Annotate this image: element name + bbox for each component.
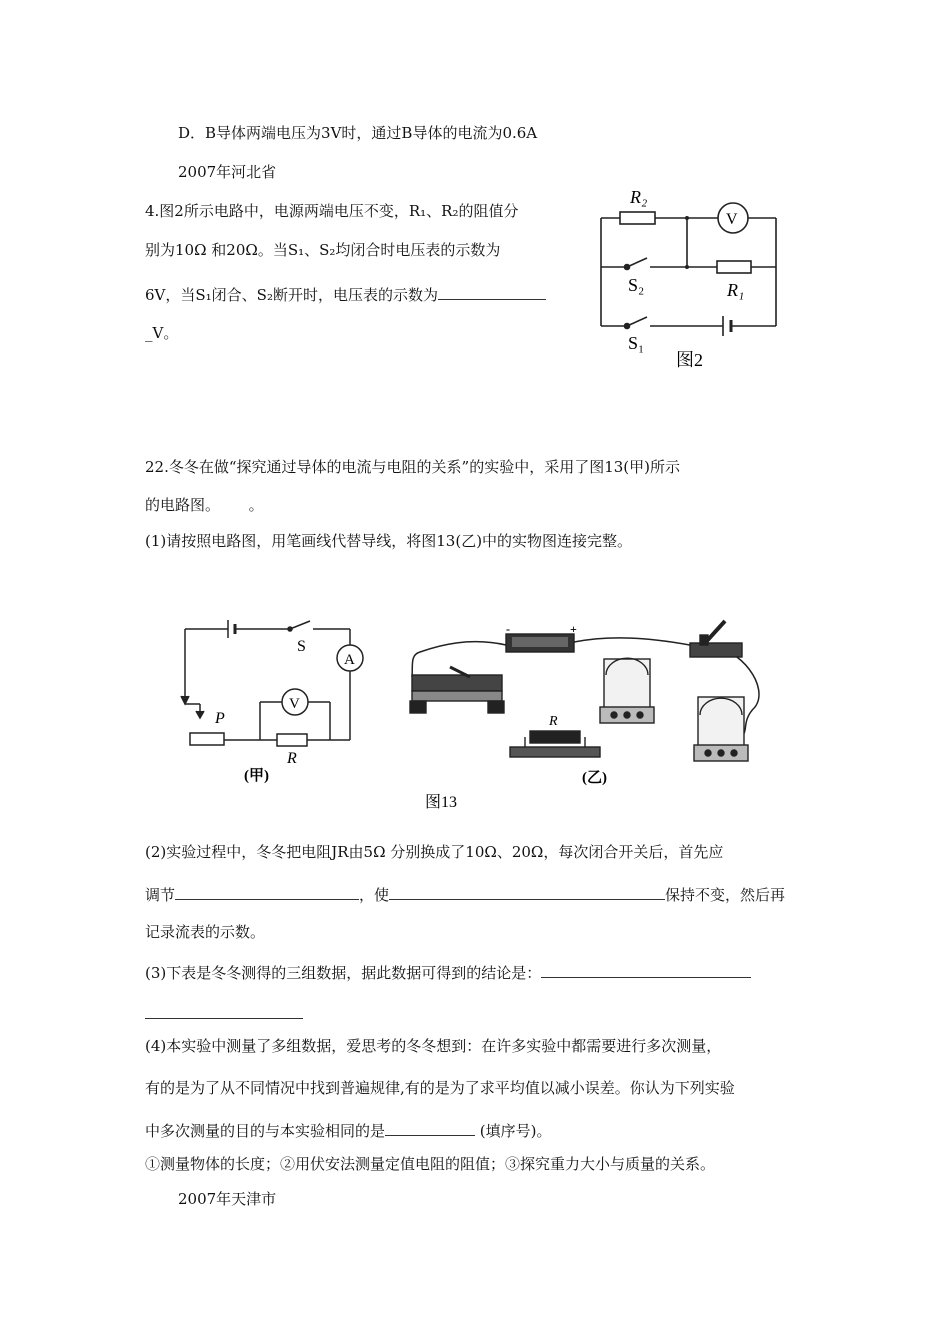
answer-blank[interactable] bbox=[438, 285, 546, 300]
question-22-part-1: (1)请按照电路图，用笔画线代替导线，将图13(乙)中的实物图连接完整。 bbox=[145, 532, 633, 550]
question-22-part-2-line-2 bbox=[145, 885, 785, 903]
resistor-body bbox=[530, 731, 580, 743]
question-22-part-2-line-3: 记录流表的示数。 bbox=[145, 923, 266, 941]
s1-label: S₁ bbox=[628, 333, 645, 353]
part-4-text: 中多次测量的目的与本实验相同的是 bbox=[145, 1122, 386, 1140]
question-4-line-3 bbox=[145, 285, 546, 303]
schematic-jia bbox=[181, 620, 363, 746]
question-4-line-3-text: 6V，当S₁闭合、S₂断开时，电压表的示数为 bbox=[145, 286, 438, 304]
p-label: P bbox=[215, 710, 225, 727]
ammeter-label: A bbox=[344, 652, 355, 668]
r1-label: R₁ bbox=[727, 280, 745, 300]
rheostat bbox=[412, 675, 502, 691]
s2-label: S₂ bbox=[628, 275, 645, 295]
r2-label: R₂ bbox=[630, 187, 648, 207]
figure-13-caption: 图13 bbox=[425, 794, 458, 811]
question-22-part-4-line-2: 有的是为了从不同情况中找到普遍规律,有的是为了求平均值以减小误差。你认为下列实验 bbox=[145, 1079, 735, 1097]
answer-blank-choice[interactable] bbox=[385, 1121, 475, 1136]
battery-plus: + bbox=[570, 622, 577, 636]
answer-blank-conclusion[interactable] bbox=[541, 963, 751, 978]
caption-jia: (甲) bbox=[244, 768, 269, 784]
knife-switch bbox=[690, 643, 742, 657]
part-4-fill: (填序号)。 bbox=[475, 1122, 552, 1140]
source-2007-hebei: 2007年河北省 bbox=[178, 163, 277, 181]
question-4-line-1: 4.图2所示电路中，电源两端电压不变，R₁、R₂的阻值分 bbox=[145, 202, 519, 220]
voltmeter-label: V bbox=[289, 696, 300, 712]
option-d: D．B导体两端电压为3V时，通过B导体的电流为0.6A bbox=[178, 124, 538, 142]
question-22-part-4-line-3 bbox=[145, 1121, 552, 1139]
question-22-line-2: 的电路图。 。 bbox=[145, 496, 264, 514]
question-4-line-4: _V。 bbox=[145, 324, 179, 342]
part-2-adjust: 调节 bbox=[145, 886, 176, 904]
question-22-part-3 bbox=[145, 963, 751, 981]
voltmeter-label: V bbox=[726, 211, 738, 228]
answer-blank-adjust[interactable] bbox=[175, 885, 359, 900]
answer-blank-conclusion-cont[interactable] bbox=[145, 1004, 303, 1019]
figure-2-circuit bbox=[590, 183, 790, 373]
resistor-base bbox=[510, 747, 600, 757]
caption-yi: (乙) bbox=[582, 770, 607, 786]
question-22-options: ①测量物体的长度；②用伏安法测量定值电阻的阻值；③探究重力大小与质量的关系。 bbox=[145, 1155, 716, 1173]
switch-label: S bbox=[297, 638, 306, 655]
r2-resistor bbox=[620, 212, 655, 224]
r1-resistor bbox=[717, 261, 751, 273]
apparatus-yi bbox=[410, 621, 759, 761]
question-22-line-1: 22.冬冬在做“探究通过导体的电流与电阻的关系”的实验中，采用了图13(甲)所示 bbox=[145, 458, 680, 476]
ammeter-device bbox=[604, 659, 650, 709]
r-label: R bbox=[287, 750, 297, 767]
figure-13 bbox=[180, 607, 780, 817]
question-4-line-2: 别为10Ω 和20Ω。当S₁、S₂均闭合时电压表的示数为 bbox=[145, 241, 501, 259]
source-2007-tianjin: 2007年天津市 bbox=[178, 1190, 277, 1208]
question-22-part-4-line-1: (4)本实验中测量了多组数据，爱思考的冬冬想到：在许多实验中都需要进行多次测量， bbox=[145, 1037, 722, 1055]
answer-blank-keep[interactable] bbox=[389, 885, 665, 900]
figure-2-caption: 图2 bbox=[676, 350, 703, 370]
part-3-text: (3)下表是冬冬测得的三组数据，据此数据可得到的结论是： bbox=[145, 964, 542, 982]
part-2-make: ，使 bbox=[359, 886, 390, 904]
question-22-part-2-line-1: (2)实验过程中，冬冬把电阻JR由5Ω 分别换成了10Ω、20Ω，每次闭合开关后，首先应 bbox=[145, 843, 724, 861]
part-2-keep: 保持不变，然后再 bbox=[665, 886, 786, 904]
battery-minus: - bbox=[506, 622, 510, 636]
resistor-label: R bbox=[549, 714, 558, 729]
